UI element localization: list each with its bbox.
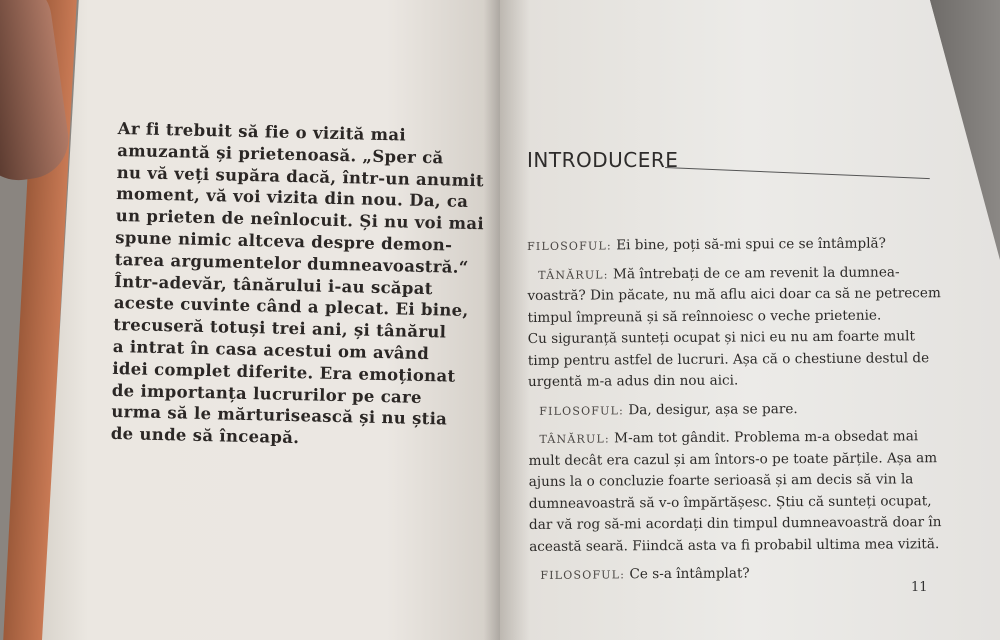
text-line [528,398,928,422]
text-line [528,326,928,350]
page-number: 11 [911,580,928,595]
speaker-label: TÂNĂRUL: [538,267,609,282]
line-text: Ei bine, poți să-mi spui ce se întâmplă? [611,235,886,254]
line-text: Mă întrebați de ce am revenit la dumnea- [608,263,900,282]
text-line: amuzantă și prietenoasă. „Sper că [117,140,444,168]
line-text: timp pentru astfel de lucruri. Așa că o chestiune destul de [527,349,930,369]
text-line: moment, vă voi vizita din nou. Da, ca [116,184,469,212]
text-line [527,283,941,307]
speaker-label: FILOSOFUL: [527,239,612,253]
text-line: a intrat în casa acestui om având [112,336,430,364]
text-line [528,512,942,536]
text-line: Într-adevăr, tânărului i-au scăpat [114,271,433,298]
text-line [528,369,928,393]
speaker-label: FILOSOFUL: [540,568,626,582]
line-text: ajuns la o concluzie foarte serioasă și am decis să vin la [528,471,914,490]
dialogue-paragraph [528,426,942,558]
speaker-label: TÂNĂRUL: [539,432,610,446]
line-text: dar vă rog să-mi acordați din timpul dumneavoastră doar în [528,514,942,533]
text-line [529,534,940,558]
text-line: trecuseră totuși trei ani, și tânărul [113,315,447,342]
text-line: spune nimic altceva despre demon- [115,227,453,255]
dialogue-paragraph [528,398,928,422]
text-line: de importanța lucrurilor pe care [111,380,423,407]
line-text: Cu siguranță sunteți ocupat și nici eu nu am foarte mult [527,328,915,347]
line-text: Ce s-a întâmplat? [625,565,750,583]
text-line: tarea argumentelor dumneavoastră.“ [114,249,469,277]
text-line: urma să le mărturisească și nu știa [111,402,448,429]
line-text: dumneavoastră să v-o împărtășesc. Știu că sunteți ocupat, [528,492,932,512]
line-text: această seară. Fiindcă asta va fi probabil ultima mea vizită. [529,535,940,555]
left-page-text [110,118,485,452]
text-line [528,491,932,515]
text-line [528,448,938,472]
line-text: voastră? Din păcate, nu mă aflu aici doar ca să ne petrecem [527,285,941,304]
line-text: M-am tot gândit. Problema m-a obsedat mai [609,428,919,447]
line-text: Da, desigur, așa se pare. [623,400,798,418]
line-text: mult decât era cazul și am întors-o pe toate părțile. Așa am [528,449,938,469]
text-line: aceste cuvinte când a plecat. Ei bine, [113,293,469,321]
dialogue-paragraph [527,233,927,257]
text-line [529,562,929,586]
speaker-label: FILOSOFUL: [539,403,625,418]
text-line [528,348,928,372]
text-line: Ar fi trebuit să fie o vizită mai [117,118,407,145]
text-line [528,426,928,450]
text-line: un prieten de neînlocuit. Și nu voi mai [115,206,485,234]
line-text: urgentă m-a adus din nou aici. [527,372,739,390]
line-text: timpul împreună și să reînnoiesc o veche prietenie. [527,307,882,326]
dialogue-paragraph [529,562,929,586]
text-line: idei complet diferite. Era emoționat [112,358,456,386]
text-line [529,469,929,493]
right-page-text [527,233,942,593]
text-line [527,262,927,286]
chapter-heading: INTRODUCERE [527,148,679,172]
text-line [527,233,927,257]
text-line: de unde să înceapă. [110,424,300,448]
text-line: nu vă veți supăra dacă, într-un anumit [116,162,485,190]
dialogue-paragraph [527,262,941,394]
text-line [527,305,927,329]
